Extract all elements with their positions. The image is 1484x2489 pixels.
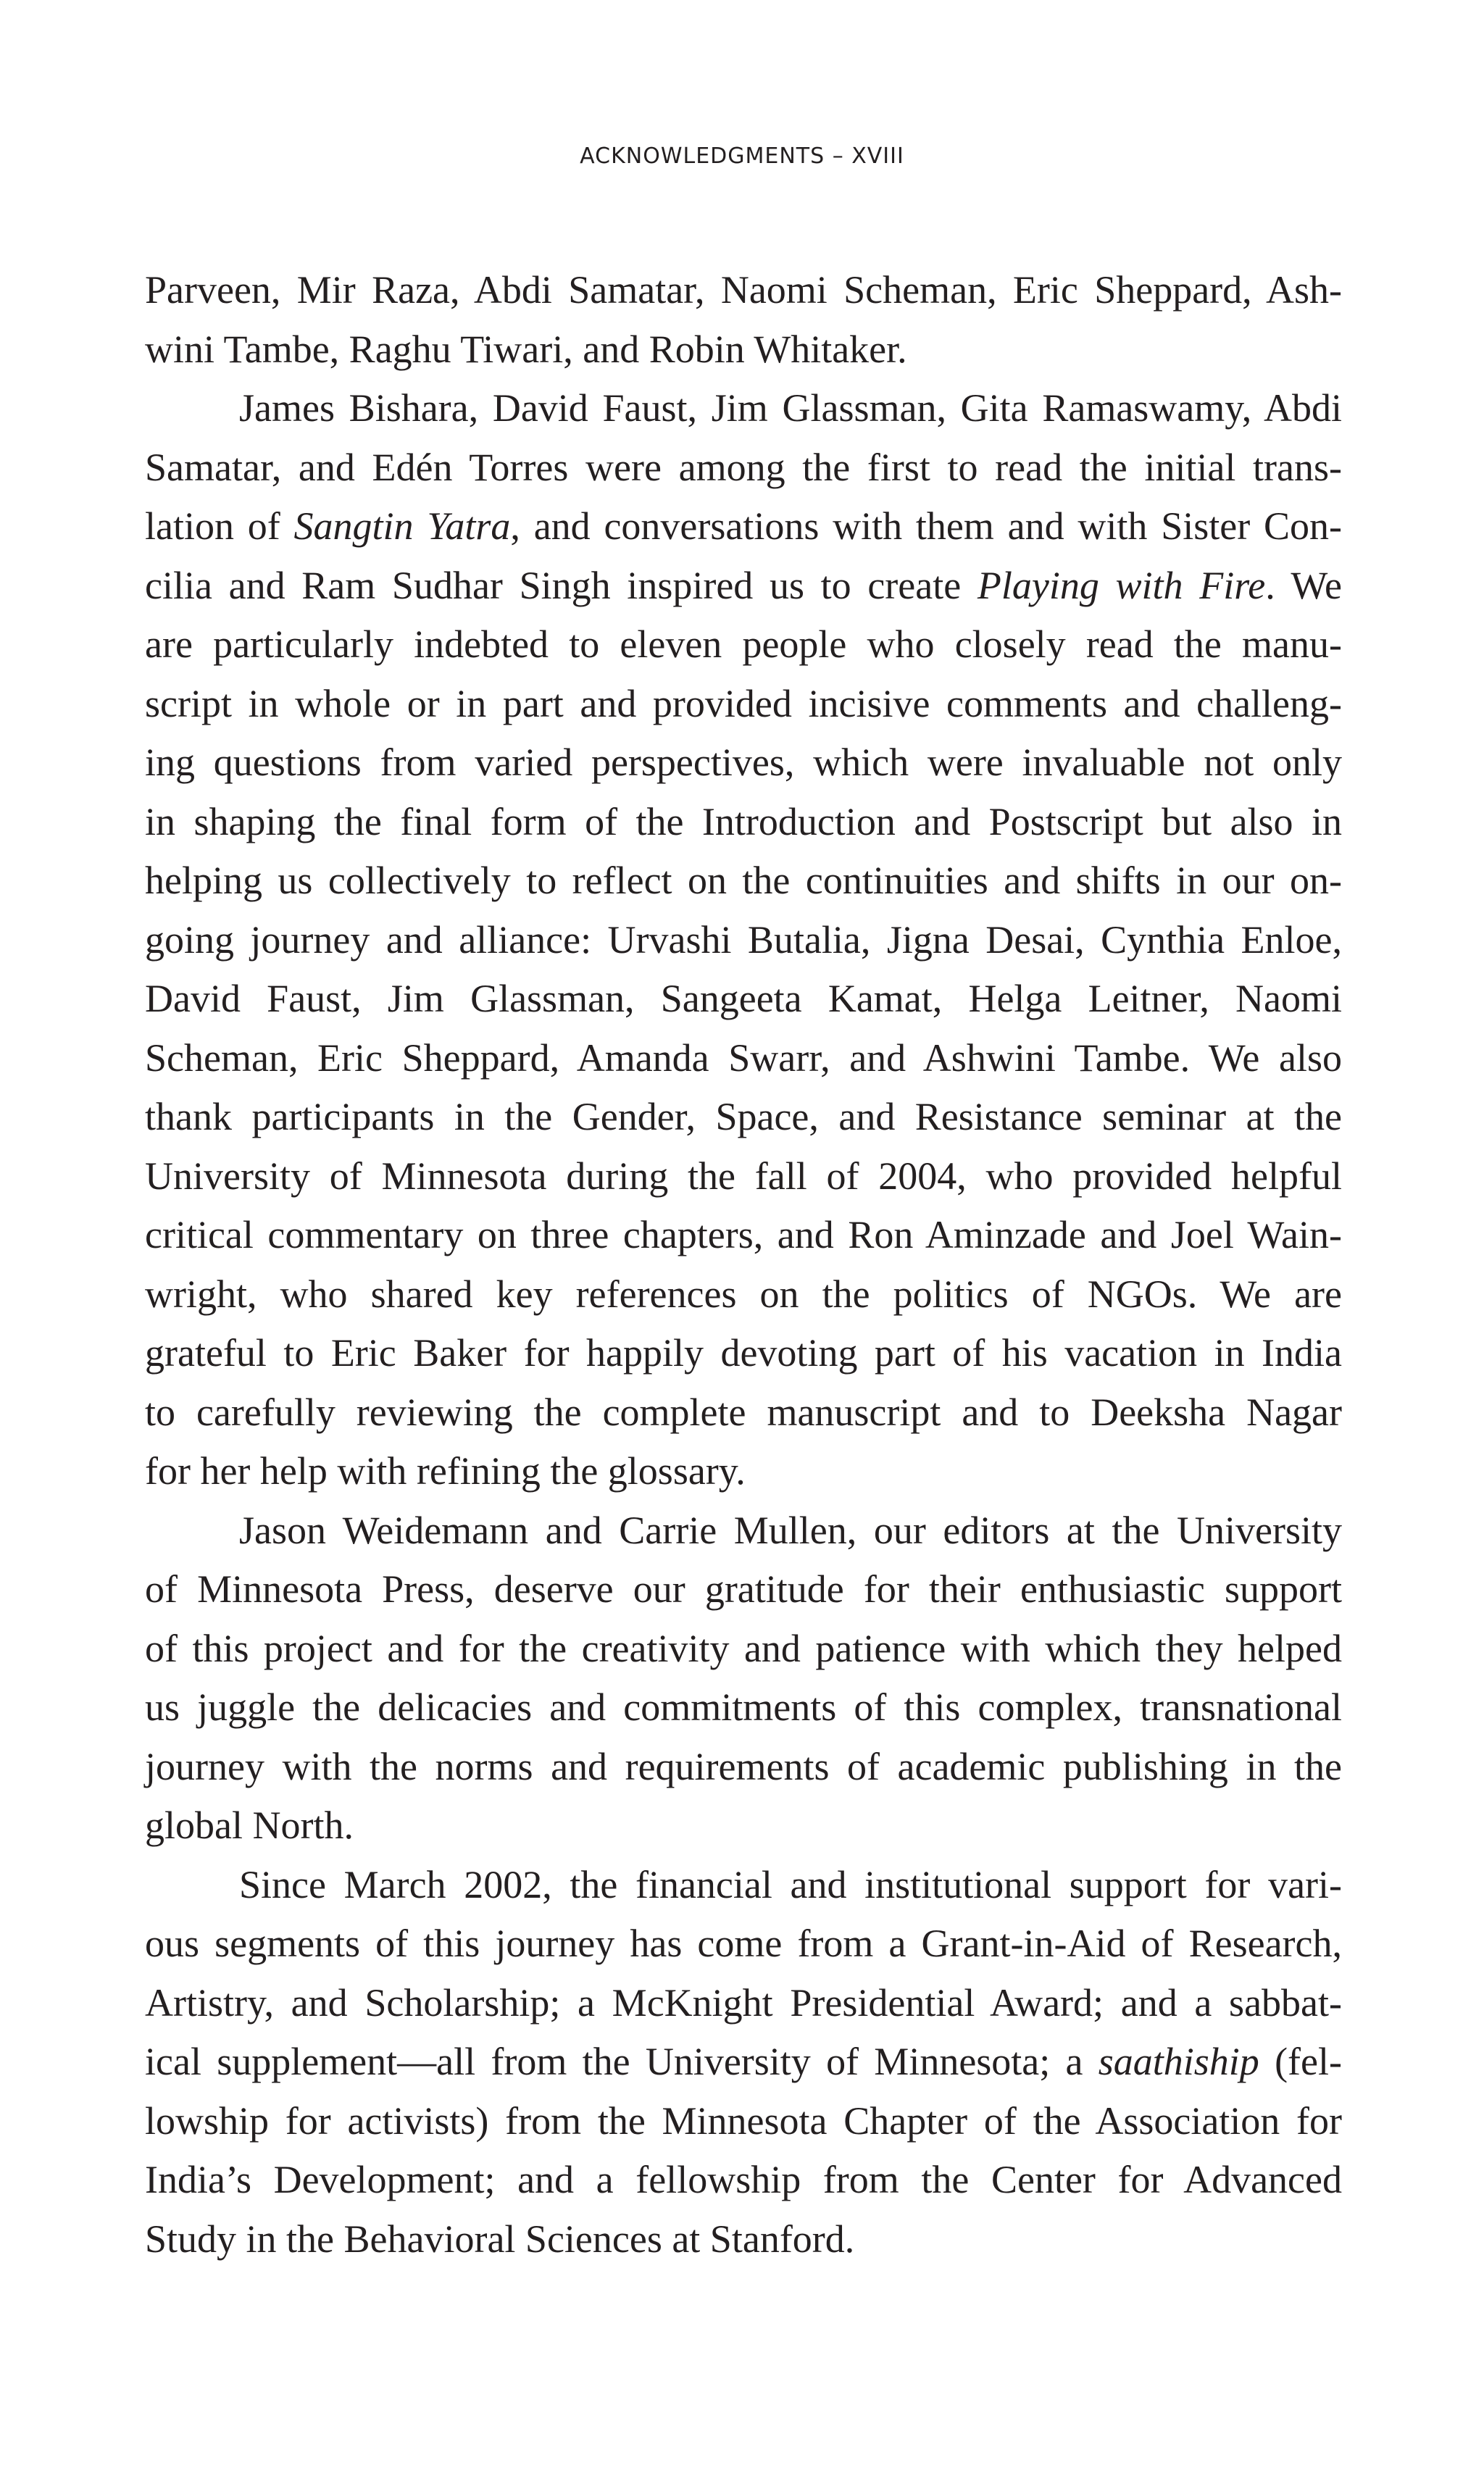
body-text — [145, 261, 1342, 2269]
text-line — [145, 2210, 1342, 2269]
text-segment: Scheman, Eric Sheppard, Amanda Swarr, and Ashwini Tambe. We also — [145, 1035, 1342, 1080]
text-segment: lowship for activists) from the Minnesota Chapter of the Association for — [145, 2098, 1342, 2143]
text-segment: script in whole or in part and provided incisive comments and challeng- — [145, 681, 1342, 725]
text-segment: in shaping the final form of the Introduction and Postscript but also in — [145, 799, 1342, 843]
text-segment: Samatar, and Edén Torres were among the first to read the initial trans- — [145, 445, 1342, 489]
text-segment: of Minnesota Press, deserve our gratitude for their enthusiastic support — [145, 1567, 1342, 1611]
text-line — [145, 261, 1342, 320]
text-line — [145, 379, 1342, 438]
text-line — [145, 320, 1342, 380]
text-segment: (fel- — [1259, 2040, 1342, 2083]
text-line — [145, 1383, 1342, 1443]
text-segment: ical supplement—all from the University of Minnesota; a — [145, 2040, 1099, 2083]
text-line — [145, 1265, 1342, 1325]
text-line — [145, 1738, 1342, 1797]
paragraph — [145, 1501, 1342, 1856]
paragraph — [145, 261, 1342, 379]
text-segment: thank participants in the Gender, Space, and Resistance seminar at the — [145, 1095, 1342, 1138]
text-line — [145, 675, 1342, 734]
text-line — [145, 2151, 1342, 2210]
text-line — [145, 733, 1342, 793]
paragraph — [145, 379, 1342, 1501]
text-segment: wini Tambe, Raghu Tiwari, and Robin Whitaker. — [145, 327, 907, 371]
text-segment: journey with the norms and requirements of academic publishing in the — [145, 1744, 1342, 1788]
text-segment: Artistry, and Scholarship; a McKnight Presidential Award; and a sabbat- — [145, 1980, 1342, 2025]
text-line — [145, 793, 1342, 852]
text-segment: . We — [1265, 563, 1343, 607]
text-line — [145, 438, 1342, 498]
text-line — [145, 1678, 1342, 1738]
text-segment: cilia and Ram Sudhar Singh inspired us to create — [145, 563, 977, 607]
text-segment: Parveen, Mir Raza, Abdi Samatar, Naomi Scheman, Eric Sheppard, Ash- — [145, 268, 1342, 312]
text-segment: going journey and alliance: Urvashi Butalia, Jigna Desai, Cynthia Enloe, — [145, 917, 1342, 962]
text-segment: wright, who shared key references on the politics of NGOs. We are — [145, 1272, 1342, 1316]
paragraph — [145, 1856, 1342, 2269]
text-segment: helping us collectively to reflect on the continuities and shifts in our on- — [145, 859, 1342, 902]
text-segment: of this project and for the creativity and patience with which they helped — [145, 1626, 1342, 1670]
text-segment: critical commentary on three chapters, and Ron Aminzade and Joel Wain- — [145, 1213, 1342, 1256]
text-segment: lation of — [145, 504, 294, 548]
text-line — [145, 1147, 1342, 1206]
text-line — [145, 497, 1342, 556]
text-line — [145, 970, 1342, 1029]
text-line — [145, 1088, 1342, 1147]
text-line — [145, 1029, 1342, 1088]
text-line — [145, 1560, 1342, 1619]
text-line — [145, 2092, 1342, 2151]
text-line — [145, 1501, 1342, 1561]
text-line — [145, 1442, 1342, 1501]
italic-title: Sangtin Yatra — [293, 504, 511, 548]
text-line — [145, 1324, 1342, 1383]
text-segment: India’s Development; and a fellowship from the Center for Advanced — [145, 2158, 1342, 2201]
text-line — [145, 851, 1342, 911]
text-segment: are particularly indebted to eleven people who closely read the manu- — [145, 622, 1342, 666]
text-segment: University of Minnesota during the fall of 2004, who provided helpful — [145, 1154, 1342, 1198]
text-line — [145, 1856, 1342, 1915]
text-segment: for her help with refining the glossary. — [145, 1449, 746, 1493]
text-line — [145, 1619, 1342, 1679]
text-segment: global North. — [145, 1804, 354, 1847]
text-line — [145, 2033, 1342, 2092]
text-line — [145, 1914, 1342, 1974]
text-line — [145, 911, 1342, 970]
text-segment: David Faust, Jim Glassman, Sangeeta Kamat, Helga Leitner, Naomi — [145, 977, 1342, 1020]
text-line — [145, 615, 1342, 675]
text-segment: Jason Weidemann and Carrie Mullen, our editors at the University — [239, 1508, 1342, 1552]
text-segment: ous segments of this journey has come from a Grant-in-Aid of Research, — [145, 1922, 1342, 1965]
text-segment: James Bishara, David Faust, Jim Glassman, Gita Ramaswamy, Abdi — [239, 386, 1342, 430]
italic-title: Playing with Fire — [977, 563, 1266, 607]
text-segment: Study in the Behavioral Sciences at Stanford. — [145, 2217, 855, 2261]
text-segment: ing questions from varied perspectives, which were invaluable not only — [145, 741, 1342, 784]
text-segment: , and conversations with them and with Sister Con- — [510, 504, 1342, 548]
text-line — [145, 556, 1342, 616]
text-segment: Since March 2002, the financial and institutional support for vari- — [239, 1862, 1342, 1906]
text-line — [145, 1206, 1342, 1265]
text-line — [145, 1796, 1342, 1856]
text-segment: to carefully reviewing the complete manuscript and to Deeksha Nagar — [145, 1390, 1342, 1434]
italic-title: saathiship — [1098, 2040, 1259, 2083]
text-line — [145, 1974, 1342, 2033]
text-segment: grateful to Eric Baker for happily devoting part of his vacation in India — [145, 1331, 1342, 1375]
text-segment: us juggle the delicacies and commitments of this complex, transnational — [145, 1685, 1342, 1729]
running-head: ACKNOWLEDGMENTS – XVIII — [580, 143, 904, 169]
